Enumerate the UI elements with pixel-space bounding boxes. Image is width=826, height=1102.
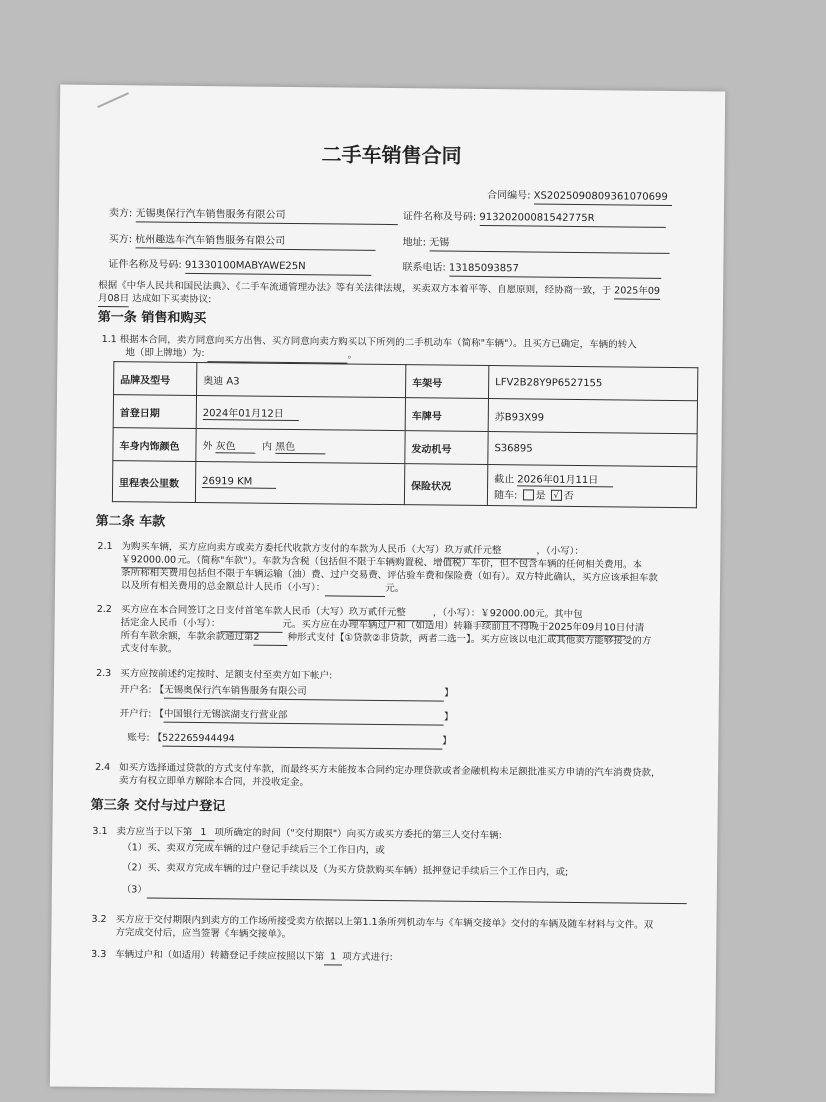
clause-2-1-l2: ￥92000.00元。（简称"车款"）。车款为含税（包括但不限于车辆购置税、增值税）车价，但不包含车辆的任何相关费用。本 <box>121 554 643 571</box>
clause-3-2-l2: 方完成交付后，应当签署《车辆交接单》。 <box>115 927 292 941</box>
clause-2-1-l4: 以及所有相关费用的总金额总计人民币（小写）： 元。 <box>121 579 404 597</box>
clause-2-2-l1: 买方应在本合同签订之日支付首笔车款人民币（大写）玖万贰仟元整 ，（小写）：￥92000.00元。其中包 <box>121 603 583 623</box>
clause-3-1-l1: 卖方应当于以下第 1 项所确定的时间（"交付期限"）向买方或买方委托的第三人交付车辆: <box>116 826 502 842</box>
clause-3-1-no: 3.1 <box>92 825 108 838</box>
insurance-label: 保险状况 <box>404 464 487 506</box>
brand-value: 奥迪 A3 <box>197 362 406 397</box>
checkbox-yes <box>522 489 533 500</box>
clause-3-3-l1: 车辆过户和（如适用）转籍登记手续应按照以下第 1 项方式进行: <box>115 948 393 966</box>
clause-2-4-l2: 卖方有权立即单方解除本合同，并没收定金。 <box>118 775 310 789</box>
vin-label: 车架号 <box>406 365 489 399</box>
clause-3-2-l1: 买方应于交付期限内到卖方的工作场所接受卖方依据以上第1.1条所列机动车与《车辆交接单》交付的车辆及随车材料与文件。双 <box>115 914 654 931</box>
plate-label: 车牌号 <box>405 398 488 432</box>
preamble-line1: 根据《中华人民共和国民法典》、《二手车流通管理办法》等有关法律法规，买卖双方本着平等、自愿原则，经协商一致，于 2025年09 <box>98 279 660 300</box>
insurance-value: 截止 2026年01月11日 随车: 是 √ 否 <box>487 465 696 508</box>
vin-value: LFV2B28Y9P6527155 <box>488 366 697 401</box>
clause-2-3-l1: 买方应按前述约定按时、足额支付至卖方如下帐户: <box>120 668 333 682</box>
phone-line: 联系电话: 13185093857 <box>402 261 661 279</box>
clause-3-1-item1: （1）买、卖双方完成车辆的过户登记手续后三个工作日内，或 <box>122 842 385 856</box>
article2-title: 第二条 车款 <box>95 513 166 530</box>
color-value: 外 灰色 内 黑色 <box>196 428 405 463</box>
doc-title: 二手车销售合同 <box>321 142 462 168</box>
account-name-line: 开户名: 【无锡奥保行汽车销售服务有限公司 】 <box>120 683 454 701</box>
clause-3-2-no: 3.2 <box>91 913 107 926</box>
brand-label: 品牌及型号 <box>114 362 197 396</box>
clause-3-1-item2: （2）买、卖双方完成车辆的过户登记手续以及（为买方贷款购买车辆）抵押登记手续后三个工作日内，或; <box>122 862 569 878</box>
clause-2-1-no: 2.1 <box>97 540 113 553</box>
engine-value: S36895 <box>488 432 697 467</box>
checkbox-no: √ <box>551 490 562 501</box>
clause-2-2-l2: 括定金人民币（小写）： 元。买方应在办理车辆过户和（如适用）转籍手续前且不得晚于2025年09月10日付清 <box>121 616 645 636</box>
color-label: 车身内饰颜色 <box>113 428 196 462</box>
clause-3-1-item3: （3） <box>122 883 687 904</box>
contract-no: 合同编号: XS2025090809361070699 <box>487 189 672 206</box>
staple-mark <box>97 92 129 108</box>
clause-2-2-l4: 式支付车款。 <box>120 643 178 655</box>
account-bank-line: 开户行: 【中国银行无锡滨湖支行营业部 】 <box>120 707 454 725</box>
engine-label: 发动机号 <box>405 431 488 465</box>
clause-3-3-no: 3.3 <box>91 948 107 961</box>
preamble-line2: 月08日 达成如下买卖协议: <box>98 292 211 308</box>
clause-2-1-l3: 条所称相关费用包括但不限于车辆运输（油）费、过户交易费、评估验车费和保险费（如有）。双方特此确认，买方应该承担车款 <box>121 567 658 584</box>
address-line: 地址: 无锡 <box>403 236 670 254</box>
clause-2-4-l1: 如买方选择通过贷款的方式支付车款，而最终买方未能按本合同约定办理贷款或者金融机构未足额批准买方申请的汽车消费贷款， <box>119 762 661 779</box>
reg-value: 2024年01月12日 <box>196 395 405 430</box>
vehicle-table <box>112 361 698 508</box>
reg-label: 首登日期 <box>113 395 196 429</box>
article3-title: 第三条 交付与过户登记 <box>90 797 226 815</box>
clause-1-1: 1.1 根据本合同，卖方同意向买方出售、买方同意向卖方购买以下所列的二手机动车（简称"车辆"）。且买方已确定，车辆的转入 <box>101 333 637 351</box>
plate-value: 苏B93X99 <box>488 399 697 434</box>
clause-2-3-no: 2.3 <box>96 667 112 680</box>
mileage-value: 26919 KM <box>195 461 404 504</box>
article1-title: 第一条 销售和购买 <box>97 309 207 327</box>
mileage-label: 里程表公里数 <box>112 461 195 503</box>
buyer-id-line: 证件名称及号码: 91330100MABYAWE25N <box>108 258 371 276</box>
clause-2-2-no: 2.2 <box>96 603 112 616</box>
buyer-line: 买方: 杭州趣选车汽车销售服务有限公司 <box>109 233 376 251</box>
seller-id-line: 证件名称及号码: 91320200081542775R <box>403 210 666 228</box>
contract-page <box>50 85 725 1094</box>
account-no-line: 账号: 【522265944494 】 <box>127 731 451 749</box>
clause-2-4-no: 2.4 <box>95 761 111 774</box>
seller-line: 卖方: 无锡奥保行汽车销售服务有限公司 <box>109 207 398 225</box>
clause-2-1-l1: 为购买车辆，买方应向卖方或卖方委托代收款方支付的车款为人民币（大写）玖万贰仟元整 ，（小写）： <box>121 540 584 560</box>
clause-1-1-b: 地（即上牌地）为: 。 <box>125 346 357 363</box>
clause-2-2-l3: 所有车款余额，车款余款通过第2 种形式支付【①贷款②非贷款，两者二选一】。买方应该以电汇或其他卖方能够接受的方 <box>120 630 652 647</box>
